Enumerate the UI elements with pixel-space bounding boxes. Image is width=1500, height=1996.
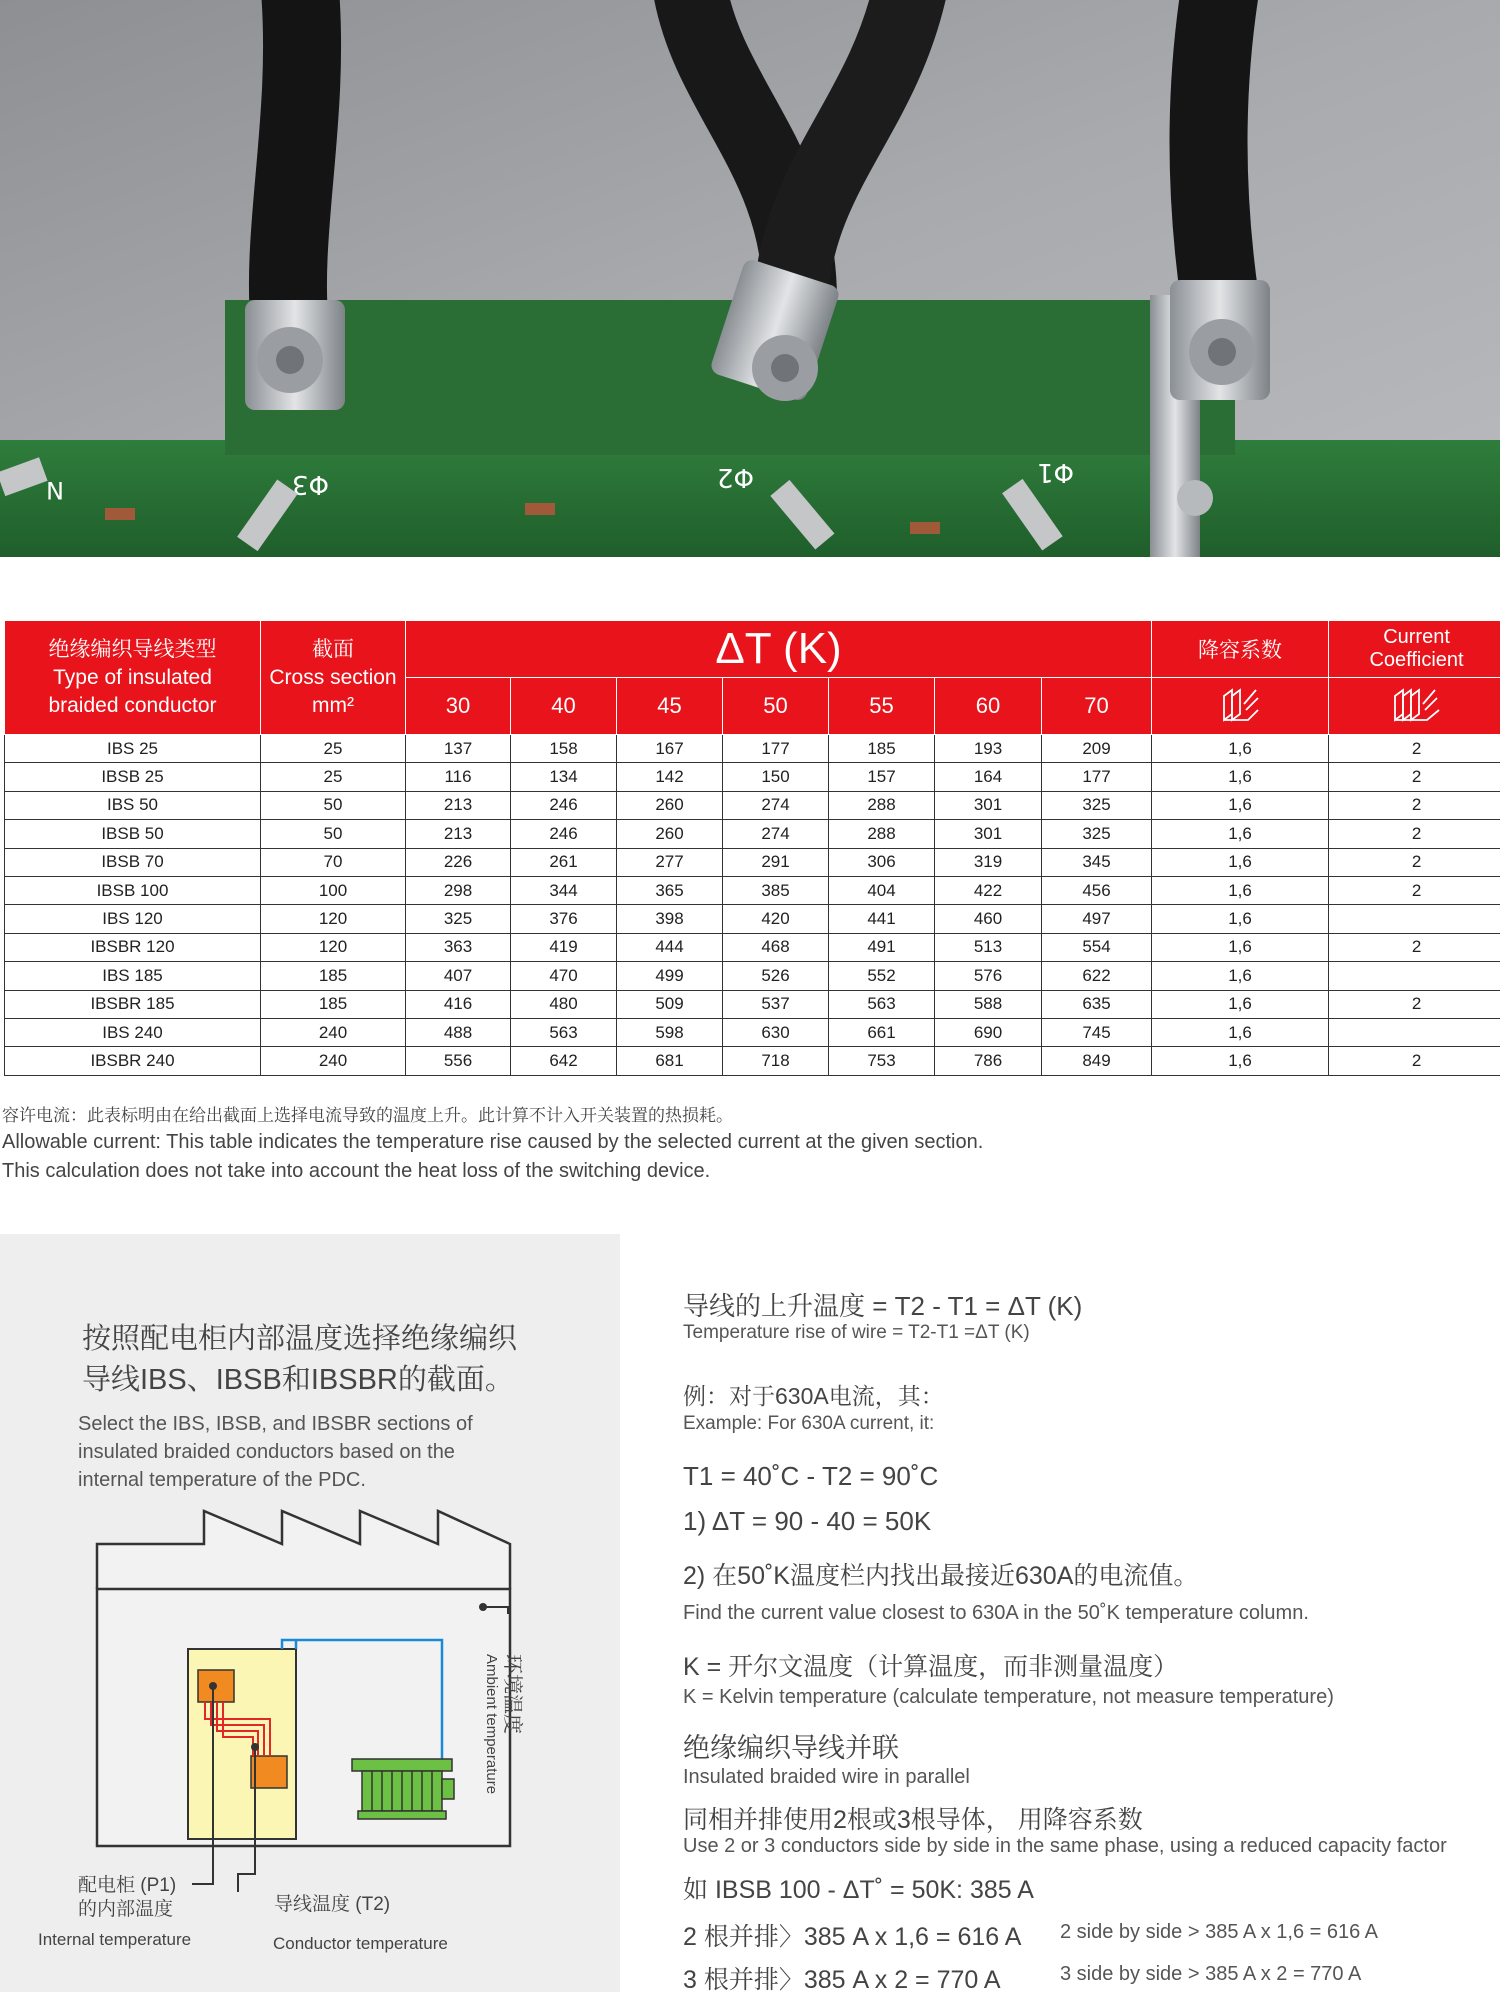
cell-t50: 468: [723, 933, 829, 961]
cell-t70: 325: [1042, 791, 1152, 819]
header-coef-en-1: Current: [1329, 626, 1500, 649]
table-row: [5, 848, 1500, 876]
cell-t50: 177: [723, 735, 829, 763]
cell-section: 25: [261, 735, 406, 763]
cell-t55: 157: [829, 763, 935, 791]
cell-coef-2: 1,6: [1152, 735, 1329, 763]
cell-t70: 177: [1042, 763, 1152, 791]
cell-t50: 274: [723, 820, 829, 848]
phase-label-n: N: [46, 476, 64, 504]
cell-t50: 420: [723, 905, 829, 933]
cell-t30: 298: [406, 876, 511, 904]
cell-t40: 246: [511, 791, 617, 819]
table-note: [2, 1104, 1492, 1186]
cell-t70: 849: [1042, 1047, 1152, 1075]
cell-t40: 480: [511, 990, 617, 1018]
cell-t45: 365: [617, 876, 723, 904]
internal-label-en: Internal temperature: [38, 1930, 191, 1950]
cell-t50: 526: [723, 962, 829, 990]
table-row: [5, 990, 1500, 1018]
cell-t60: 422: [935, 876, 1042, 904]
current-table: [4, 620, 1498, 1076]
cell-coef-2: 1,6: [1152, 1018, 1329, 1046]
cell-t45: 142: [617, 763, 723, 791]
example-zh: 例：对于630A电流，其：: [683, 1378, 944, 1411]
header-section-unit: mm²: [261, 692, 405, 720]
cell-coef-3: [1329, 905, 1500, 933]
header-type-en-2: braided conductor: [5, 692, 260, 720]
kelvin-en: K = Kelvin temperature (calculate temperature, not measure temperature): [683, 1686, 1334, 1709]
cell-t30: 363: [406, 933, 511, 961]
header-coef-en-2: Coefficient: [1329, 649, 1500, 672]
table-row: [5, 1047, 1500, 1075]
step-2-zh: 2) 在50˚K温度栏内找出最接近630A的电流值。: [683, 1556, 1198, 1592]
ambient-label-en: Ambient temperature: [482, 1654, 500, 1854]
cell-t40: 419: [511, 933, 617, 961]
header-temp-60: 60: [935, 678, 1042, 735]
cell-coef-3: [1329, 962, 1500, 990]
cell-type: IBSB 100: [5, 876, 261, 904]
table-row: [5, 962, 1500, 990]
step-1: 1) ΔT = 90 - 40 = 50K: [683, 1506, 931, 1537]
cell-t70: 622: [1042, 962, 1152, 990]
cell-t40: 376: [511, 905, 617, 933]
cell-t45: 398: [617, 905, 723, 933]
three-side-zh: 3 根并排〉385 A x 2 = 770 A: [683, 1960, 1001, 1996]
example-en: Example: For 630A current, it:: [683, 1413, 934, 1435]
cell-t30: 488: [406, 1018, 511, 1046]
cell-t55: 185: [829, 735, 935, 763]
cell-t45: 167: [617, 735, 723, 763]
three-conductor-icon: [1329, 678, 1500, 735]
cell-section: 185: [261, 962, 406, 990]
cell-t55: 491: [829, 933, 935, 961]
t-values: T1 = 40˚C - T2 = 90˚C: [683, 1461, 938, 1492]
cell-t70: 209: [1042, 735, 1152, 763]
cell-type: IBSB 50: [5, 820, 261, 848]
cell-coef-3: 2: [1329, 990, 1500, 1018]
cell-t50: 150: [723, 763, 829, 791]
cell-type: IBSBR 240: [5, 1047, 261, 1075]
header-type-zh: 绝缘编织导线类型: [5, 636, 260, 664]
cell-t55: 753: [829, 1047, 935, 1075]
cell-type: IBS 185: [5, 962, 261, 990]
cell-coef-3: 2: [1329, 735, 1500, 763]
cell-t55: 404: [829, 876, 935, 904]
cell-coef-2: 1,6: [1152, 791, 1329, 819]
phase-label-2: Φ2: [717, 462, 754, 492]
table-row: [5, 905, 1500, 933]
cell-t55: 288: [829, 791, 935, 819]
cell-t45: 499: [617, 962, 723, 990]
step-2-en: Find the current value closest to 630A in the 50˚K temperature column.: [683, 1602, 1309, 1625]
cell-coef-3: 2: [1329, 820, 1500, 848]
cell-t50: 630: [723, 1018, 829, 1046]
cell-section: 240: [261, 1018, 406, 1046]
cell-coef-3: 2: [1329, 848, 1500, 876]
cell-t30: 213: [406, 791, 511, 819]
table-row: [5, 763, 1500, 791]
cell-section: 50: [261, 820, 406, 848]
cell-t40: 261: [511, 848, 617, 876]
panel-title-en-2: insulated braided conductors based on the: [78, 1438, 548, 1466]
cell-coef-2: 1,6: [1152, 905, 1329, 933]
panel-title-en-3: internal temperature of the PDC.: [78, 1466, 548, 1494]
cell-t45: 444: [617, 933, 723, 961]
factory-building: [97, 1589, 510, 1846]
busbar-photo: [0, 0, 1500, 557]
current-table-grid: [4, 620, 1500, 1076]
cell-type: IBSBR 120: [5, 933, 261, 961]
cell-coef-2: 1,6: [1152, 933, 1329, 961]
cell-coef-2: 1,6: [1152, 763, 1329, 791]
header-section-zh: 截面: [261, 636, 405, 664]
header-temp-50: 50: [723, 678, 829, 735]
cell-coef-3: 2: [1329, 791, 1500, 819]
cell-t40: 134: [511, 763, 617, 791]
header-temp-30: 30: [406, 678, 511, 735]
cell-t40: 563: [511, 1018, 617, 1046]
cell-type: IBS 25: [5, 735, 261, 763]
cell-t70: 635: [1042, 990, 1152, 1018]
cell-coef-2: 1,6: [1152, 876, 1329, 904]
note-zh: 容许电流：此表标明由在给出截面上选择电流导致的温度上升。此计算不计入开关装置的热损耗。: [2, 1104, 1492, 1128]
cell-t60: 164: [935, 763, 1042, 791]
cell-t30: 556: [406, 1047, 511, 1075]
cell-t30: 325: [406, 905, 511, 933]
example-calc: 如 IBSB 100 - ΔT˚ = 50K: 385 A: [683, 1870, 1034, 1906]
cell-t30: 116: [406, 763, 511, 791]
cell-t45: 681: [617, 1047, 723, 1075]
cell-coef-2: 1,6: [1152, 848, 1329, 876]
cell-type: IBS 50: [5, 791, 261, 819]
ambient-label-zh: 环境温度: [501, 1654, 523, 1804]
cell-t50: 274: [723, 791, 829, 819]
internal-label: [78, 1874, 176, 1922]
two-side-en: 2 side by side > 385 A x 1,6 = 616 A: [1060, 1921, 1378, 1944]
panel-title-zh-1: 按照配电柜内部温度选择绝缘编织: [82, 1319, 602, 1360]
cell-t55: 306: [829, 848, 935, 876]
cell-t50: 718: [723, 1047, 829, 1075]
formula-zh: 导线的上升温度 = T2 - T1 = ΔT (K): [683, 1286, 1082, 1323]
cell-t50: 385: [723, 876, 829, 904]
table-row: [5, 820, 1500, 848]
phase-label-3: Φ3: [292, 469, 329, 499]
header-temp-40: 40: [511, 678, 617, 735]
header-delta-t: ΔT (K): [406, 621, 1152, 678]
cell-t45: 260: [617, 820, 723, 848]
panel-title-en-1: Select the IBS, IBSB, and IBSBR sections of: [78, 1410, 548, 1438]
header-section-en: Cross section: [261, 664, 405, 692]
cell-coef-2: 1,6: [1152, 962, 1329, 990]
selection-panel: [0, 1234, 620, 1992]
cell-coef-3: 2: [1329, 1047, 1500, 1075]
header-coef-en: [1329, 621, 1500, 678]
table-row: [5, 876, 1500, 904]
cell-t55: 661: [829, 1018, 935, 1046]
cell-t55: 563: [829, 990, 935, 1018]
header-temp-55: 55: [829, 678, 935, 735]
parallel-zh: 绝缘编织导线并联: [683, 1726, 899, 1765]
internal-label-zh-2: 的内部温度: [78, 1898, 176, 1922]
cell-t45: 260: [617, 791, 723, 819]
internal-label-zh-1: 配电柜 (P1): [78, 1874, 176, 1898]
cell-t70: 745: [1042, 1018, 1152, 1046]
cell-t60: 786: [935, 1047, 1042, 1075]
cell-section: 100: [261, 876, 406, 904]
three-side-en: 3 side by side > 385 A x 2 = 770 A: [1060, 1963, 1361, 1986]
cell-t30: 137: [406, 735, 511, 763]
header-temp-70: 70: [1042, 678, 1152, 735]
two-side-zh: 2 根并排〉385 A x 1,6 = 616 A: [683, 1917, 1021, 1953]
cell-section: 185: [261, 990, 406, 1018]
ambient-label: [501, 1654, 523, 1804]
cell-type: IBSBR 185: [5, 990, 261, 1018]
cell-type: IBS 240: [5, 1018, 261, 1046]
cell-type: IBS 120: [5, 905, 261, 933]
cell-t60: 690: [935, 1018, 1042, 1046]
header-section: [261, 621, 406, 735]
cell-t45: 598: [617, 1018, 723, 1046]
cell-section: 70: [261, 848, 406, 876]
header-type-en-1: Type of insulated: [5, 664, 260, 692]
cell-section: 120: [261, 905, 406, 933]
cell-t60: 513: [935, 933, 1042, 961]
cell-section: 120: [261, 933, 406, 961]
conductor-label-en: Conductor temperature: [273, 1934, 448, 1954]
cell-t60: 301: [935, 791, 1042, 819]
cell-t70: 456: [1042, 876, 1152, 904]
header-temp-45: 45: [617, 678, 723, 735]
cell-type: IBSB 25: [5, 763, 261, 791]
table-row: [5, 791, 1500, 819]
panel-title-zh-2: 导线IBS、IBSB和IBSBR的截面。: [82, 1360, 602, 1401]
cell-t40: 470: [511, 962, 617, 990]
cell-t40: 642: [511, 1047, 617, 1075]
formula-en: Temperature rise of wire = T2-T1 =ΔT (K): [683, 1322, 1030, 1344]
busbar-photo-image: [0, 0, 1500, 557]
cell-t40: 246: [511, 820, 617, 848]
table-row: [5, 933, 1500, 961]
use-en: Use 2 or 3 conductors side by side in the same phase, using a reduced capacity factor: [683, 1835, 1447, 1858]
cell-t60: 319: [935, 848, 1042, 876]
cell-t60: 301: [935, 820, 1042, 848]
cell-t60: 460: [935, 905, 1042, 933]
cell-section: 25: [261, 763, 406, 791]
header-type: [5, 621, 261, 735]
table-row: [5, 1018, 1500, 1046]
cell-section: 240: [261, 1047, 406, 1075]
note-en-1: Allowable current: This table indicates the temperature rise caused by the selected current at the given section.: [2, 1128, 1492, 1157]
table-row: [5, 735, 1500, 763]
cell-coef-3: 2: [1329, 763, 1500, 791]
cell-t45: 277: [617, 848, 723, 876]
use-zh: 同相并排使用2根或3根导体， 用降容系数: [683, 1800, 1143, 1836]
cell-t60: 588: [935, 990, 1042, 1018]
cell-t60: 193: [935, 735, 1042, 763]
cell-t55: 552: [829, 962, 935, 990]
cell-t70: 345: [1042, 848, 1152, 876]
cell-t60: 576: [935, 962, 1042, 990]
conductor-label-zh: 导线温度 (T2): [274, 1889, 390, 1916]
cell-coef-2: 1,6: [1152, 820, 1329, 848]
motor-icon: [352, 1759, 454, 1819]
cell-t40: 158: [511, 735, 617, 763]
kelvin-zh: K = 开尔文温度（计算温度，而非测量温度）: [683, 1647, 1178, 1683]
cell-t30: 416: [406, 990, 511, 1018]
cell-coef-2: 1,6: [1152, 1047, 1329, 1075]
cell-section: 50: [261, 791, 406, 819]
cell-coef-2: 1,6: [1152, 990, 1329, 1018]
component-bottom: [251, 1756, 287, 1788]
cell-t50: 291: [723, 848, 829, 876]
cell-t50: 537: [723, 990, 829, 1018]
cell-t70: 554: [1042, 933, 1152, 961]
cell-coef-3: 2: [1329, 933, 1500, 961]
two-conductor-icon: [1152, 678, 1329, 735]
cell-t30: 213: [406, 820, 511, 848]
cell-t30: 226: [406, 848, 511, 876]
factory-roof: [97, 1511, 510, 1589]
parallel-en: Insulated braided wire in parallel: [683, 1766, 970, 1789]
note-en-2: This calculation does not take into account the heat loss of the switching device.: [2, 1157, 1492, 1186]
cell-t40: 344: [511, 876, 617, 904]
cell-t55: 288: [829, 820, 935, 848]
phase-label-1: Φ1: [1037, 457, 1074, 487]
header-coef-zh: 降容系数: [1152, 621, 1329, 678]
cell-t30: 407: [406, 962, 511, 990]
cell-type: IBSB 70: [5, 848, 261, 876]
cell-t70: 325: [1042, 820, 1152, 848]
cell-coef-3: [1329, 1018, 1500, 1046]
cell-t45: 509: [617, 990, 723, 1018]
cell-t55: 441: [829, 905, 935, 933]
cell-coef-3: 2: [1329, 876, 1500, 904]
cell-t70: 497: [1042, 905, 1152, 933]
